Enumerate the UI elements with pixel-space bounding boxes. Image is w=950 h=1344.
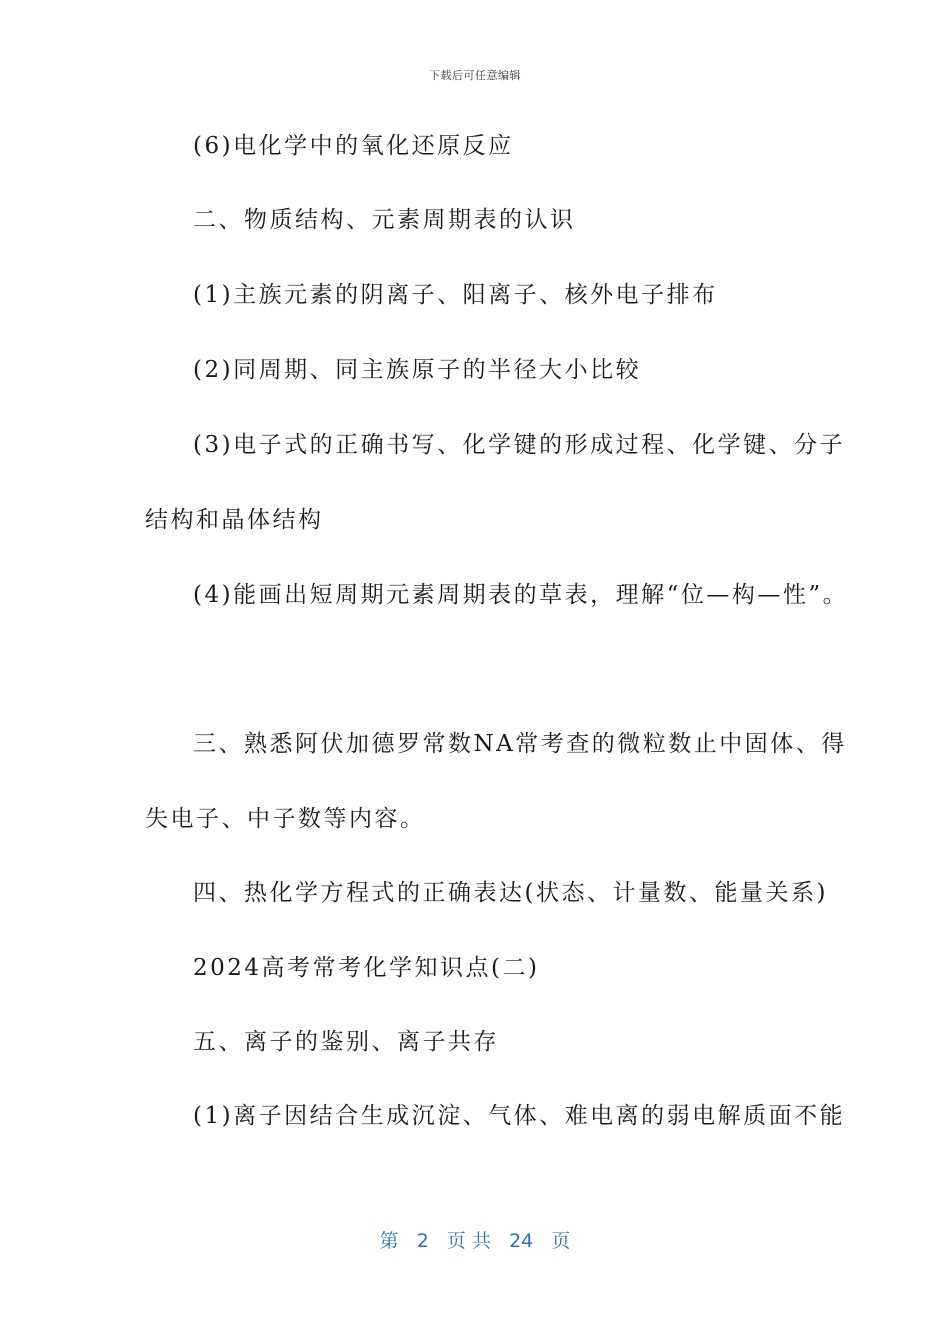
footer-prefix: 第 [379, 1230, 399, 1252]
body-line: (3)电子式的正确书写、化学键的形成过程、化学键、分子 [193, 432, 846, 458]
body-line: 结构和晶体结构 [145, 507, 324, 533]
body-line: 失电子、中子数等内容。 [145, 806, 426, 832]
body-line: (4)能画出短周期元素周期表的草表，理解“位—构—性”。 [193, 582, 849, 608]
footer-suffix: 页 [551, 1230, 571, 1252]
body-line: (1)离子因结合生成沉淀、气体、难电离的弱电解质面不能 [193, 1103, 846, 1129]
body-line: (1)主族元素的阴离子、阳离子、核外电子排布 [193, 282, 718, 308]
total-pages-number: 24 [509, 1230, 534, 1252]
page-footer [0, 1226, 950, 1253]
section-heading: 四、热化学方程式的正确表达(状态、计量数、能量关系) [193, 880, 828, 906]
header-note: 下载后可任意编辑 [429, 69, 521, 82]
body-line: (2)同周期、同主族原子的半径大小比较 [193, 357, 642, 383]
section-heading: 二、物质结构、元素周期表的认识 [193, 207, 576, 233]
subtitle: 2024高考常考化学知识点(二) [193, 955, 540, 981]
current-page-number: 2 [416, 1230, 429, 1252]
footer-middle: 页 共 [446, 1230, 491, 1252]
body-line: (6)电化学中的氧化还原反应 [193, 133, 514, 159]
section-heading: 三、熟悉阿伏加德罗常数NA常考查的微粒数止中固体、得 [193, 731, 847, 757]
section-heading: 五、离子的鉴别、离子共存 [193, 1029, 499, 1055]
